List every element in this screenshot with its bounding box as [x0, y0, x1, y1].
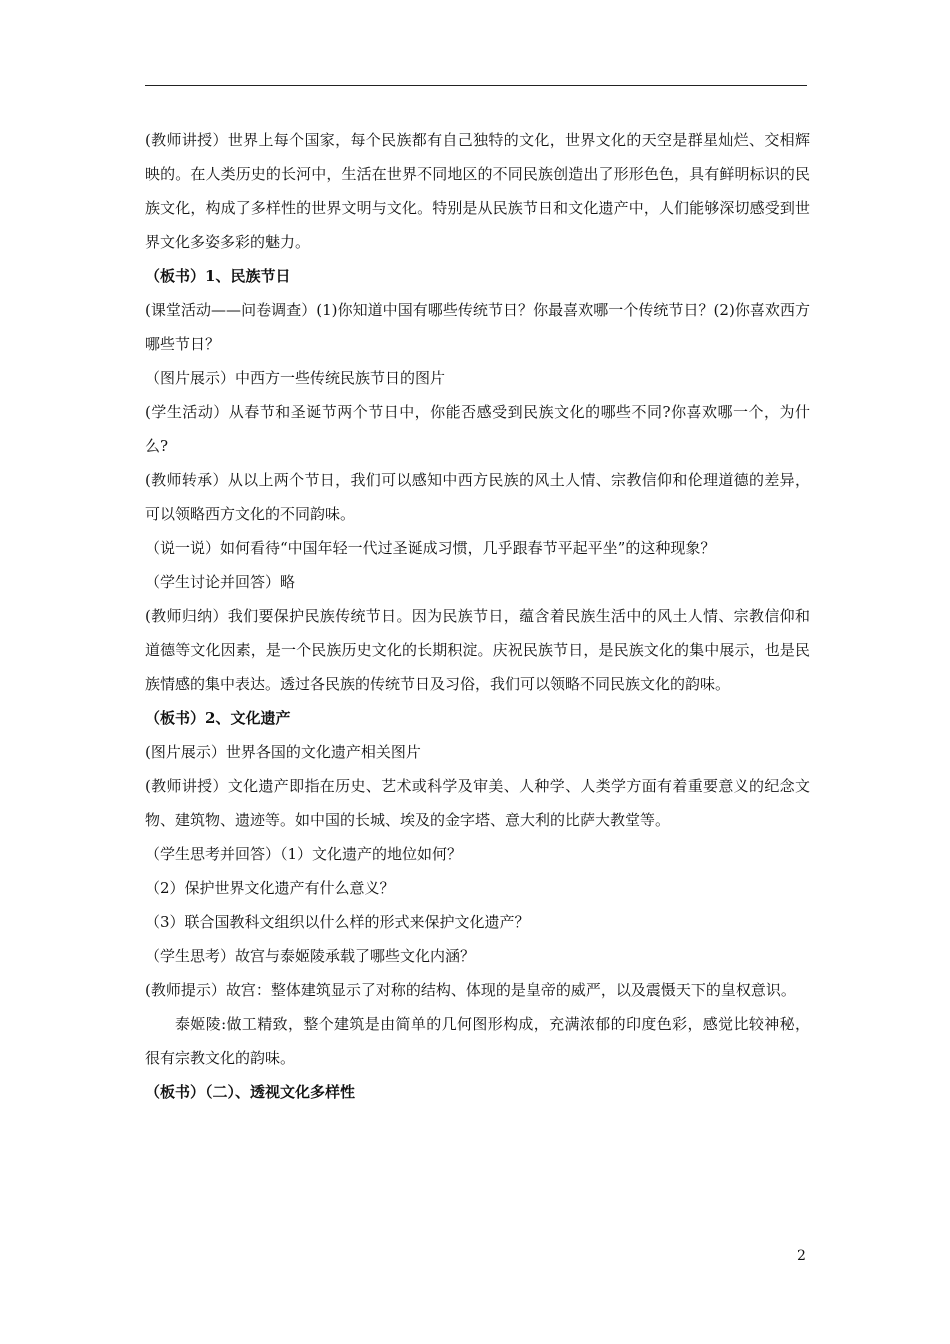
document-body: [145, 123, 810, 1109]
paragraph-teacher-summary: (教师归纳）我们要保护民族传统节日。因为民族节日，蕴含着民族生活中的风土人情、宗教信仰和道德等文化因素，是一个民族历史文化的长期积淀。庆祝民族节日，是民族文化的集中展示，也是民族情感的集中表达。透过各民族的传统节日及习俗，我们可以领略不同民族文化的韵味。: [145, 607, 810, 693]
header-rule: [145, 85, 807, 86]
paragraph-question-2: （2）保护世界文化遗产有什么意义？: [145, 879, 395, 897]
paragraph-picture-display-2: (图片展示）世界各国的文化遗产相关图片: [145, 743, 421, 761]
paragraph-picture-display-1: （图片展示）中西方一些传统民族节日的图片: [145, 369, 446, 387]
paragraph-teacher-transition: (教师转承）从以上两个节日，我们可以感知中西方民族的风土人情、宗教信仰和伦理道德的差异，可以领略西方文化的不同韵味。: [145, 471, 810, 523]
heading-ethnic-festivals: （板书）1、民族节日: [145, 267, 291, 285]
paragraph-questionnaire: (课堂活动——问卷调查）(1)你知道中国有哪些传统节日？你最喜欢哪一个传统节日？(2)你喜欢西方哪些节日？: [145, 301, 810, 353]
paragraph-student-discussion: （学生讨论并回答）略: [145, 573, 296, 591]
paragraph-taj-mahal: 泰姬陵:做工精致，整个建筑是由简单的几何图形构成，充满浓郁的印度色彩，感觉比较神秘，很有宗教文化的韵味。: [145, 1015, 810, 1067]
heading-cultural-diversity: （板书）（二）、透视文化多样性: [145, 1083, 356, 1101]
paragraph-teacher-lecture-2: (教师讲授）文化遗产即指在历史、艺术或科学及审美、人种学、人类学方面有着重要意义的纪念文物、建筑物、遗迹等。如中国的长城、埃及的金字塔、意大利的比萨大教堂等。: [145, 777, 810, 829]
paragraph-question-1: （学生思考并回答）（1）文化遗产的地位如何？: [145, 845, 463, 863]
page-number: 2: [797, 1248, 806, 1264]
paragraph-discussion-prompt: （说一说）如何看待“中国年轻一代过圣诞成习惯，几乎跟春节平起平坐”的这种现象？: [145, 539, 716, 557]
heading-cultural-heritage: （板书）2、文化遗产: [145, 709, 291, 727]
paragraph-teacher-hint: (教师提示）故宫：整体建筑显示了对称的结构、体现的是皇帝的威严，以及震慑天下的皇权意识。: [145, 981, 796, 999]
paragraph-question-3: （3）联合国教科文组织以什么样的形式来保护文化遗产？: [145, 913, 530, 931]
paragraph-student-activity: (学生活动）从春节和圣诞节两个节日中，你能否感受到民族文化的哪些不同?你喜欢哪一个，为什么?: [145, 403, 810, 455]
paragraph-student-thinking: （学生思考）故宫与泰姬陵承载了哪些文化内涵？: [145, 947, 476, 965]
paragraph-teacher-lecture-1: (教师讲授）世界上每个国家，每个民族都有自己独特的文化，世界文化的天空是群星灿烂、交相辉映的。在人类历史的长河中，生活在世界不同地区的不同民族创造出了形形色色，具有鲜明标识的民族文化，构成了多样性的世界文明与文化。特别是从民族节日和文化遗产中，人们能够深切感受到世界文化多姿多彩的魅力。: [145, 131, 810, 251]
